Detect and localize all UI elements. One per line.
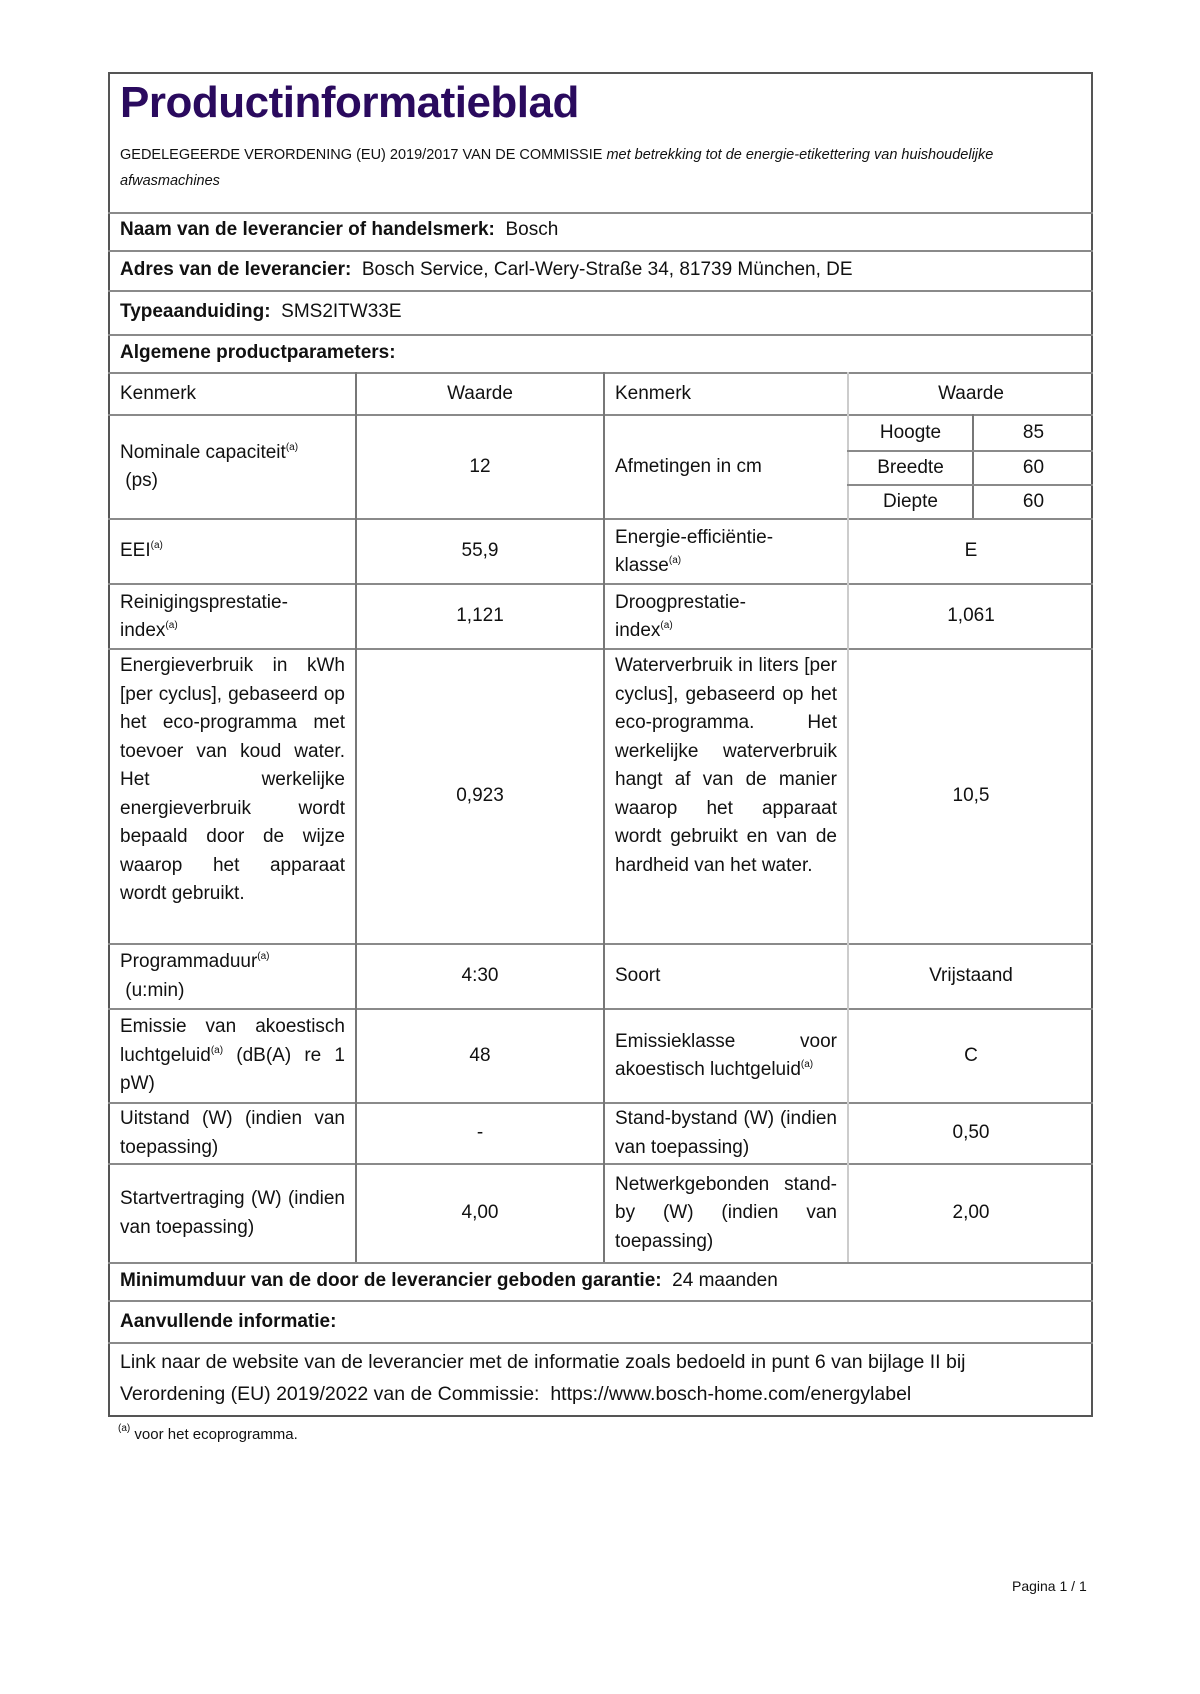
dimension-width-value: 60 [1022, 456, 1045, 478]
supplier-name-label: Naam van de leverancier of handelsmerk: [120, 219, 495, 240]
appliance-type-value: Vrijstaand [929, 965, 1013, 987]
energy-class-label: Energie-efficiëntie-klasse$^{(a)}$ [615, 526, 774, 576]
supplier-address-label: Adres van de leverancier: [120, 259, 352, 280]
warranty-label: Minimumduur van de door de leverancier geboden garantie: [120, 1270, 662, 1291]
page-number: Pagina 1 / 1 [1012, 1578, 1087, 1594]
header-kenmerk-2: Kenmerk [615, 382, 692, 404]
cleaning-index-label: Reinigingsprestatie-index$^{(a)}$ [120, 591, 288, 641]
eei-label: EEI$^{(a)}$ [120, 540, 163, 562]
program-duration-label: Programmaduur$^{(a)}$ (u:min) [120, 951, 270, 1001]
footnote-text: voor het ecoprogramma. [134, 1426, 298, 1443]
standby-value: 0,50 [952, 1122, 990, 1144]
supplier-address-value: Bosch Service, Carl-Wery-Straße 34, 81739 München, DE [361, 259, 853, 280]
dimension-depth-value: 60 [1022, 490, 1045, 512]
water-consumption-label: Waterverbruik in liters [per cyclus], gebaseerd op het eco-programma. Het werkelijke waterverbruik hangt af van de manier waarop het apparaat wordt gebruikt en van de hardheid van het water. [615, 655, 837, 876]
regulation-upper: GEDELEGEERDE VERORDENING (EU) 2019/2017 VAN DE COMMISSIE [120, 147, 603, 163]
header-kenmerk-1: Kenmerk [120, 382, 197, 404]
type-label: Typeaanduiding: [120, 301, 271, 322]
appliance-type-label: Soort [615, 965, 661, 987]
header-waarde-1: Waarde [447, 382, 513, 404]
drying-index-value: 1,061 [947, 605, 995, 627]
type-row [120, 292, 402, 332]
footnote-mark: (a) [118, 1423, 131, 1434]
general-params-label: Algemene productparameters: [120, 342, 396, 363]
supplier-address-row [120, 250, 853, 290]
off-mode-value: - [476, 1122, 484, 1144]
general-params-row [120, 334, 396, 372]
additional-info-text [120, 1346, 966, 1410]
page-title: Productinformatieblad [120, 78, 579, 127]
warranty-value: 24 maanden [672, 1270, 778, 1291]
additional-info-row [120, 1302, 336, 1342]
dimension-height-value: 85 [1022, 421, 1045, 443]
energy-class-value: E [964, 540, 978, 562]
supplier-name-value: Bosch [505, 219, 559, 240]
warranty-row [120, 1262, 778, 1300]
energy-consumption-label: Energieverbruik in kWh [per cyclus], gebaseerd op het eco-programma met toevoer van koud water. Het werkelijke energieverbruik wordt bepaald door de wijze waarop het apparaat wordt gebruikt. [120, 655, 345, 904]
delay-start-value: 4,00 [461, 1202, 499, 1224]
program-duration-value: 4:30 [461, 965, 499, 987]
supplier-name-row [120, 210, 558, 250]
additional-info-label: Aanvullende informatie: [120, 1311, 337, 1332]
off-mode-label: Uitstand (W) (indien van toepassing) [120, 1108, 345, 1158]
header-waarde-2: Waarde [938, 382, 1004, 404]
networked-standby-value: 2,00 [952, 1202, 990, 1224]
cleaning-index-value: 1,121 [456, 605, 504, 627]
regulation-text [120, 142, 1080, 194]
energylabel-link[interactable]: https://www.bosch-home.com/energylabel [550, 1383, 912, 1405]
divider [108, 1342, 1093, 1344]
delay-start-label: Startvertraging (W) (indien van toepassing) [120, 1188, 345, 1238]
dimension-depth-label: Diepte [883, 490, 938, 512]
noise-emission-label: Emissie van akoestisch luchtgeluid$^{(a)}$ (dB(A) re 1 pW) [120, 1016, 345, 1095]
footnote [118, 1423, 298, 1443]
additional-info-line1: Link naar de website van de leverancier met de informatie zoals bedoeld in punt 6 van bijlage II bij [120, 1351, 966, 1373]
dimensions-label: Afmetingen in cm [615, 455, 762, 477]
noise-emission-value: 48 [469, 1044, 491, 1066]
noise-class-label: Emissieklasse voor akoestisch luchtgeluid$^{(a)}$ [615, 1030, 837, 1080]
type-value: SMS2ITW33E [281, 301, 402, 322]
networked-standby-label: Netwerkgebonden stand-by (W) (indien van toepassing) [615, 1173, 837, 1252]
standby-label: Stand-bystand (W) (indien van toepassing) [615, 1108, 837, 1158]
drying-index-label: Droogprestatie-index$^{(a)}$ [615, 591, 746, 641]
eei-value: 55,9 [461, 540, 499, 562]
noise-class-value: C [964, 1044, 978, 1066]
regulation-rest: met betrekking tot de energie-etikettering van huishoudelijke afwasmachines [120, 147, 994, 189]
additional-info-line2: Verordening (EU) 2019/2022 van de Commissie: [120, 1383, 540, 1405]
dimension-width-label: Breedte [877, 456, 944, 478]
capacity-value: 12 [469, 455, 491, 477]
energy-consumption-value: 0,923 [456, 785, 504, 807]
capacity-label: Nominale capaciteit$^{(a)}$ (ps) [120, 441, 299, 491]
dimension-height-label: Hoogte [879, 421, 942, 443]
water-consumption-value: 10,5 [952, 785, 990, 807]
